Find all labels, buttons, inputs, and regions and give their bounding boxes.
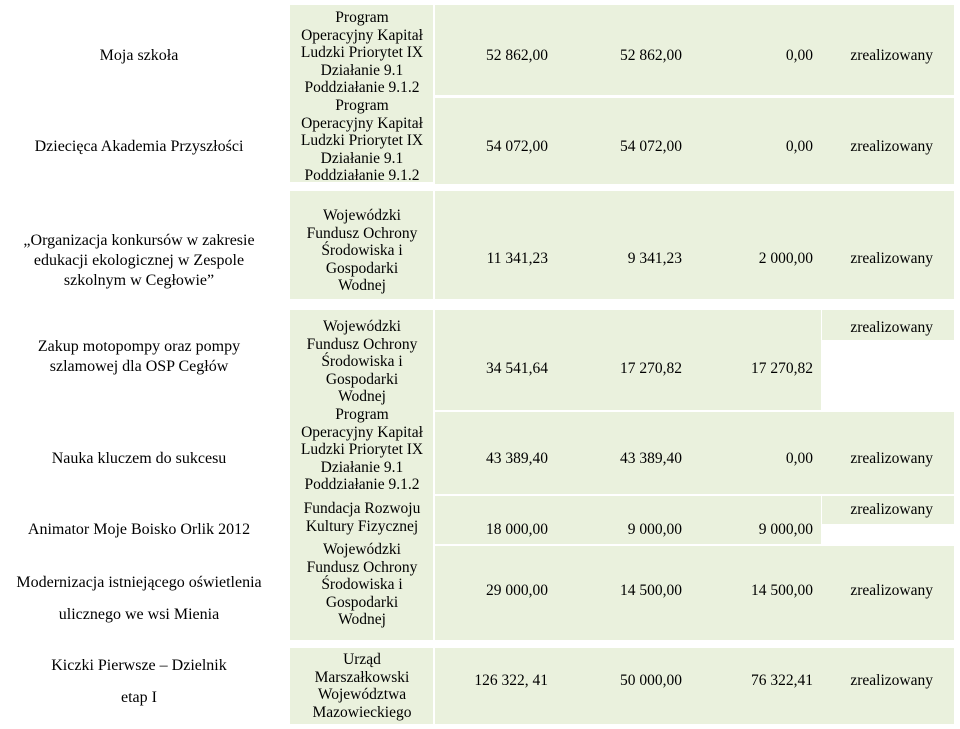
funding-source-line: Działanie 9.1 [320,458,404,476]
funding-source [301,9,423,97]
funding-source-line: Ludzki Priorytet IX [300,441,424,458]
funding-source-line: Gospodarki [325,259,399,277]
own-value: 0,00 [785,450,813,467]
funding-source-line: Środowiska i [321,353,403,370]
funding-source [301,406,423,494]
project-name-line: Dziecięca Akademia Przyszłości [34,138,244,155]
funding-source-line: Środowiska i [321,242,403,259]
total-value: 18 000,00 [486,521,548,538]
project-name-line: Modernizacja istniejącego oświetlenia [16,574,262,591]
grant-value: 43 389,40 [620,450,682,467]
funding-source-line: Operacyjny Kapitał [301,114,423,132]
funding-source-line: Województwa [317,686,407,703]
table-cell-bg [435,191,954,299]
grant-value: 54 072,00 [620,138,682,155]
funding-source-line: Marszałkowski [314,668,410,686]
project-name [35,137,244,157]
own-value: 17 270,82 [751,360,813,377]
project-name [23,231,254,291]
grant-value: 9 000,00 [627,521,682,538]
funding-source-line: Fundusz Ochrony [306,558,418,576]
funding-source-line: Ludzki Priorytet IX [300,44,424,61]
own-value: 9 000,00 [758,521,813,538]
funding-source-line: Program [335,97,389,114]
project-name-line: Kiczki Pierwsze – Dzielnik [51,657,227,674]
total-value: 126 322, 41 [474,672,548,689]
funding-source-line: Fundusz Ochrony [306,335,418,353]
funding-source-line: Operacyjny Kapitał [301,423,423,441]
project-name [16,567,261,631]
project-name [28,520,250,540]
funding-source-line: Wojewódzki [323,318,401,335]
total-value: 11 341,23 [486,250,548,267]
funding-source [307,207,418,295]
funding-source [313,651,412,721]
grant-value: 14 500,00 [620,582,682,599]
funding-source-line: Urząd [343,651,381,668]
project-name-line: Nauka kluczem do sukcesu [51,450,227,467]
project-name-line: szkolnym w Cegłowie” [63,272,215,289]
status-text: zrealizowany [850,319,933,336]
funding-source-line: Program [335,406,389,423]
funding-source [307,541,418,629]
funding-source-line: Wojewódzki [323,207,401,224]
status-text: zrealizowany [850,582,933,599]
funding-source-line: Ludzki Priorytet IX [300,132,424,149]
own-value: 14 500,00 [751,582,813,599]
project-name [52,449,227,469]
status-text: zrealizowany [850,672,933,689]
project-name-line: szlamowej dla OSP Cegłów [49,358,229,375]
funding-source-line: Wodnej [338,611,386,628]
funding-source-line: Mazowieckiego [312,703,412,721]
grant-value: 17 270,82 [620,360,682,377]
project-name-line: ulicznego we wsi Mienia [58,606,220,623]
funding-source-line: Gospodarki [325,593,399,611]
total-value: 29 000,00 [486,582,548,599]
funding-source-line: Działanie 9.1 [320,149,404,167]
funding-source-line: Kultury Fizycznej [305,517,419,535]
funding-source-line: Środowiska i [321,576,403,593]
project-name-line: „Organizacja konkursów w zakresie [23,232,255,249]
own-value: 0,00 [785,138,813,155]
total-value: 52 862,00 [486,47,548,64]
funding-source [301,97,423,185]
grant-value: 50 000,00 [620,672,682,689]
funding-source-line: Operacyjny Kapitał [301,26,423,44]
own-value: 0,00 [785,47,813,64]
project-name-line: edukacji ekologicznej w Zespole [33,252,245,269]
funding-source-line: Wodnej [338,277,386,294]
project-name [38,337,240,377]
total-value: 43 389,40 [486,450,548,467]
funding-source-line: Poddziałanie 9.1.2 [304,167,420,184]
funding-source-line: Poddziałanie 9.1.2 [304,79,420,96]
status-text: zrealizowany [850,47,933,64]
grant-value: 9 341,23 [627,250,682,267]
funding-source-line: Program [335,9,389,26]
funding-source-line: Gospodarki [325,370,399,388]
project-name-line: Animator Moje Boisko Orlik 2012 [27,521,251,538]
project-name-line: Zakup motopompy oraz pompy [37,338,241,355]
own-value: 76 322,41 [751,672,813,689]
grant-value: 52 862,00 [620,47,682,64]
status-text: zrealizowany [850,138,933,155]
total-value: 54 072,00 [486,138,548,155]
project-name-line: etap I [121,689,157,706]
funding-source-line: Działanie 9.1 [320,61,404,79]
project-name [100,46,179,66]
funding-source-line: Fundusz Ochrony [306,224,418,242]
own-value: 2 000,00 [758,250,813,267]
total-value: 34 541,64 [486,360,548,377]
funding-source-line: Fundacja Rozwoju [303,500,421,517]
project-name-line: Moja szkoła [99,47,179,64]
status-text: zrealizowany [850,501,933,518]
funding-source [307,318,418,406]
status-text: zrealizowany [850,450,933,467]
status-text: zrealizowany [850,250,933,267]
funding-source-line: Wodnej [338,388,386,405]
funding-source-line: Wojewódzki [323,541,401,558]
funding-source [304,500,421,535]
funding-source-line: Poddziałanie 9.1.2 [304,476,420,493]
project-name [51,650,227,714]
